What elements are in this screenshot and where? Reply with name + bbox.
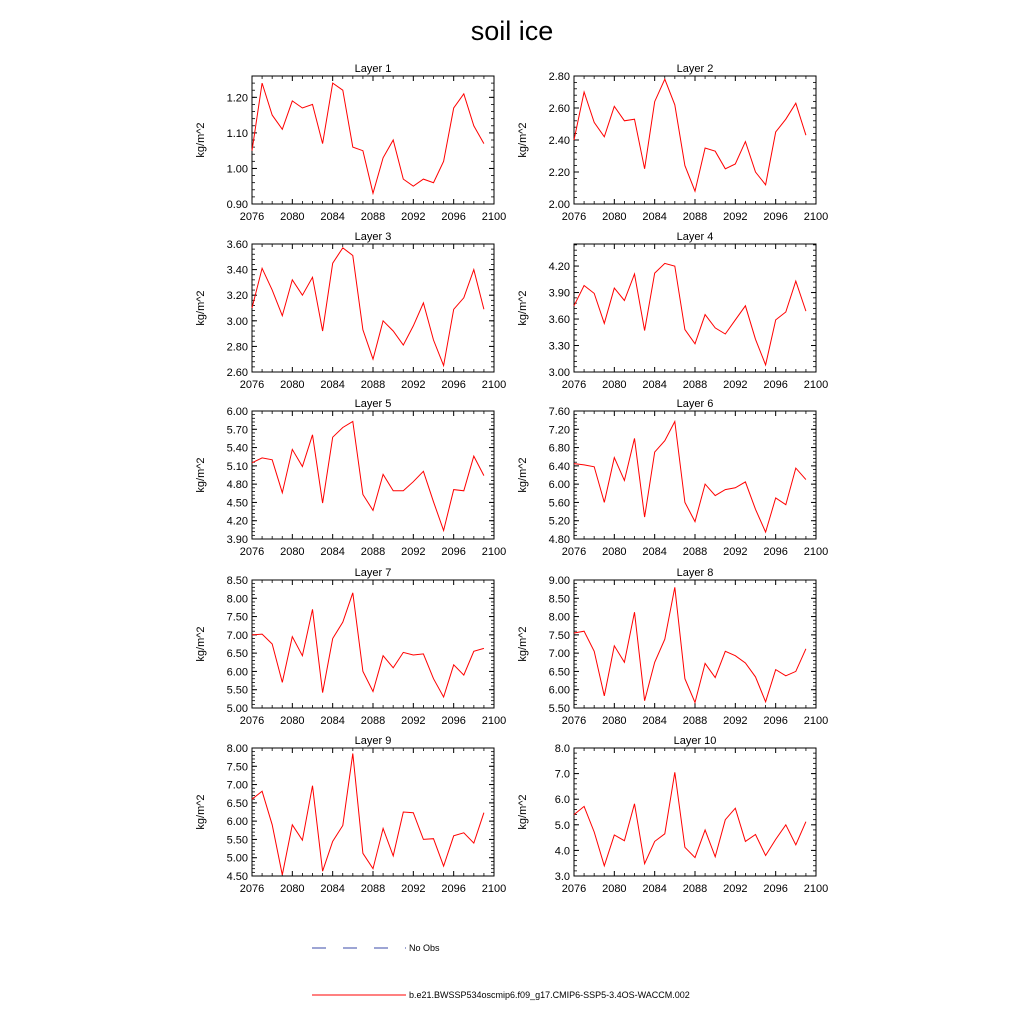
y-tick-label: 7.50 bbox=[226, 761, 248, 774]
y-axis-label: kg/m^2 bbox=[517, 626, 529, 662]
y-tick-label: 6.0 bbox=[554, 794, 570, 807]
legend-model-label: b.e21.BWSSP534oscmip6.f09_g17.CMIP6-SSP5-3.4OS-WACCM.002 bbox=[409, 990, 690, 1000]
y-tick-label: 3.90 bbox=[226, 534, 248, 546]
y-tick-label: 4.80 bbox=[548, 534, 570, 546]
x-tick-label: 2096 bbox=[441, 546, 466, 558]
x-tick-label: 2096 bbox=[763, 546, 788, 558]
plot-frame bbox=[574, 76, 816, 204]
y-tick-label: 6.80 bbox=[548, 442, 570, 455]
y-tick-label: 7.0 bbox=[554, 768, 570, 781]
x-tick-label: 2096 bbox=[763, 379, 788, 391]
x-tick-label: 2100 bbox=[803, 883, 829, 895]
y-tick-label: 5.20 bbox=[548, 515, 570, 528]
x-tick-label: 2076 bbox=[239, 379, 265, 391]
y-tick-label: 2.80 bbox=[226, 341, 248, 354]
panel-title: Layer 2 bbox=[676, 63, 714, 75]
y-tick-label: 5.50 bbox=[548, 703, 570, 715]
x-tick-label: 2100 bbox=[803, 211, 829, 223]
x-tick-label: 2080 bbox=[280, 546, 305, 558]
x-tick-label: 2076 bbox=[561, 379, 587, 391]
x-tick-label: 2100 bbox=[803, 715, 829, 727]
x-tick-label: 2088 bbox=[360, 211, 386, 223]
y-tick-label: 3.60 bbox=[226, 239, 248, 251]
y-tick-label: 3.0 bbox=[554, 871, 570, 883]
series-line bbox=[574, 79, 806, 191]
x-tick-label: 2080 bbox=[280, 883, 305, 895]
x-tick-label: 2096 bbox=[763, 211, 788, 223]
y-axis-label: kg/m^2 bbox=[195, 626, 207, 662]
y-tick-label: 5.10 bbox=[226, 460, 248, 473]
x-tick-label: 2100 bbox=[481, 883, 507, 895]
x-tick-label: 2096 bbox=[441, 715, 466, 727]
y-tick-label: 5.40 bbox=[226, 442, 248, 455]
x-tick-label: 2076 bbox=[561, 546, 587, 558]
panel-title: Layer 6 bbox=[676, 398, 714, 410]
x-tick-label: 2076 bbox=[239, 715, 265, 727]
y-axis-label: kg/m^2 bbox=[195, 290, 207, 326]
panel-title: Layer 8 bbox=[676, 567, 714, 579]
series-line bbox=[574, 587, 806, 702]
panel-layer-4 bbox=[517, 231, 828, 391]
y-tick-label: 7.50 bbox=[226, 611, 248, 624]
y-tick-label: 2.20 bbox=[548, 167, 570, 179]
x-tick-label: 2096 bbox=[763, 883, 788, 895]
y-tick-label: 8.50 bbox=[548, 593, 570, 606]
x-tick-label: 2076 bbox=[239, 211, 265, 223]
y-tick-label: 3.40 bbox=[226, 264, 248, 277]
x-tick-label: 2080 bbox=[602, 715, 627, 727]
panel-title: Layer 10 bbox=[673, 735, 717, 747]
panel-title: Layer 1 bbox=[354, 63, 392, 75]
x-tick-label: 2076 bbox=[561, 211, 587, 223]
plot-frame bbox=[252, 580, 494, 708]
x-tick-label: 2076 bbox=[239, 546, 265, 558]
y-tick-label: 8.00 bbox=[226, 743, 248, 755]
y-tick-label: 5.70 bbox=[226, 424, 248, 437]
y-tick-label: 2.60 bbox=[548, 103, 570, 115]
series-line bbox=[574, 422, 806, 533]
y-tick-label: 3.60 bbox=[548, 314, 570, 327]
x-tick-label: 2088 bbox=[682, 379, 708, 391]
y-tick-label: 7.00 bbox=[226, 629, 248, 642]
y-tick-label: 7.60 bbox=[548, 406, 570, 418]
y-tick-label: 6.00 bbox=[226, 666, 248, 679]
y-tick-label: 4.80 bbox=[226, 479, 248, 492]
y-tick-label: 6.00 bbox=[226, 816, 248, 829]
x-tick-label: 2092 bbox=[401, 715, 426, 727]
x-tick-label: 2088 bbox=[682, 546, 708, 558]
y-axis-label: kg/m^2 bbox=[195, 457, 207, 493]
x-tick-label: 2084 bbox=[320, 211, 345, 223]
x-tick-label: 2088 bbox=[360, 715, 386, 727]
panel-layer-1 bbox=[195, 63, 506, 223]
legend-obs-label: No Obs bbox=[409, 943, 440, 953]
series-line bbox=[252, 754, 484, 875]
y-tick-label: 1.20 bbox=[226, 92, 248, 105]
x-tick-label: 2092 bbox=[723, 715, 748, 727]
x-tick-label: 2092 bbox=[401, 379, 426, 391]
panel-layer-5 bbox=[195, 398, 506, 558]
y-axis-label: kg/m^2 bbox=[517, 794, 529, 830]
y-tick-label: 5.00 bbox=[226, 703, 248, 715]
x-tick-label: 2096 bbox=[441, 883, 466, 895]
x-tick-label: 2092 bbox=[723, 546, 748, 558]
y-tick-label: 5.0 bbox=[554, 819, 570, 832]
y-axis-label: kg/m^2 bbox=[517, 122, 529, 158]
x-tick-label: 2084 bbox=[642, 883, 667, 895]
x-tick-label: 2100 bbox=[481, 546, 507, 558]
x-tick-label: 2084 bbox=[642, 211, 667, 223]
x-tick-label: 2084 bbox=[320, 546, 345, 558]
x-tick-label: 2088 bbox=[682, 211, 708, 223]
x-tick-label: 2096 bbox=[763, 715, 788, 727]
y-tick-label: 8.0 bbox=[554, 743, 570, 755]
x-tick-label: 2088 bbox=[360, 883, 386, 895]
series-line bbox=[252, 593, 484, 697]
panel-layer-2 bbox=[517, 63, 828, 223]
plot-frame bbox=[252, 244, 494, 372]
plot-frame bbox=[574, 244, 816, 372]
y-tick-label: 3.20 bbox=[226, 290, 248, 303]
x-tick-label: 2092 bbox=[401, 211, 426, 223]
y-axis-label: kg/m^2 bbox=[517, 457, 529, 493]
y-axis-label: kg/m^2 bbox=[195, 122, 207, 158]
panel-layer-7 bbox=[195, 567, 506, 727]
panel-title: Layer 9 bbox=[354, 735, 392, 747]
x-tick-label: 2088 bbox=[682, 715, 708, 727]
x-tick-label: 2084 bbox=[320, 379, 345, 391]
panel-layer-3 bbox=[195, 231, 506, 391]
y-axis-label: kg/m^2 bbox=[517, 290, 529, 326]
series-line bbox=[252, 421, 484, 530]
x-tick-label: 2092 bbox=[723, 211, 748, 223]
y-tick-label: 5.50 bbox=[226, 684, 248, 697]
series-line bbox=[252, 83, 484, 193]
y-tick-label: 7.50 bbox=[548, 629, 570, 642]
page-title: soil ice bbox=[470, 16, 554, 46]
x-tick-label: 2076 bbox=[561, 883, 587, 895]
y-tick-label: 8.00 bbox=[548, 611, 570, 624]
y-tick-label: 6.00 bbox=[548, 479, 570, 492]
x-tick-label: 2076 bbox=[239, 883, 265, 895]
y-tick-label: 4.50 bbox=[226, 497, 248, 510]
plot-frame bbox=[252, 411, 494, 539]
series-line bbox=[574, 263, 806, 365]
x-tick-label: 2092 bbox=[723, 379, 748, 391]
x-tick-label: 2100 bbox=[481, 715, 507, 727]
x-tick-label: 2080 bbox=[602, 883, 627, 895]
y-tick-label: 4.50 bbox=[226, 871, 248, 883]
y-tick-label: 2.80 bbox=[548, 71, 570, 83]
x-tick-label: 2088 bbox=[360, 379, 386, 391]
y-tick-label: 2.00 bbox=[548, 199, 570, 211]
x-tick-label: 2092 bbox=[401, 546, 426, 558]
y-tick-label: 9.00 bbox=[548, 575, 570, 587]
x-tick-label: 2080 bbox=[280, 379, 305, 391]
panel-layer-10 bbox=[517, 735, 828, 895]
y-tick-label: 3.00 bbox=[548, 367, 570, 379]
x-tick-label: 2100 bbox=[481, 211, 507, 223]
y-tick-label: 1.00 bbox=[226, 163, 248, 176]
x-tick-label: 2092 bbox=[723, 883, 748, 895]
y-tick-label: 6.40 bbox=[548, 460, 570, 473]
y-tick-label: 1.10 bbox=[226, 127, 248, 140]
y-tick-label: 4.20 bbox=[548, 261, 570, 274]
x-tick-label: 2096 bbox=[441, 211, 466, 223]
y-tick-label: 3.90 bbox=[548, 287, 570, 300]
y-tick-label: 4.20 bbox=[226, 515, 248, 528]
x-tick-label: 2076 bbox=[561, 715, 587, 727]
y-tick-label: 5.50 bbox=[226, 834, 248, 847]
x-tick-label: 2080 bbox=[602, 546, 627, 558]
x-tick-label: 2080 bbox=[280, 715, 305, 727]
y-tick-label: 6.00 bbox=[226, 406, 248, 418]
y-tick-label: 8.00 bbox=[226, 593, 248, 606]
y-tick-label: 7.20 bbox=[548, 424, 570, 437]
panel-layer-6 bbox=[517, 398, 828, 558]
panel-title: Layer 7 bbox=[354, 567, 392, 579]
x-tick-label: 2100 bbox=[481, 379, 507, 391]
plot-frame bbox=[252, 748, 494, 876]
x-tick-label: 2084 bbox=[642, 379, 667, 391]
x-tick-label: 2092 bbox=[401, 883, 426, 895]
x-tick-label: 2084 bbox=[642, 715, 667, 727]
series-line bbox=[574, 772, 806, 866]
y-tick-label: 7.00 bbox=[226, 779, 248, 792]
y-axis-label: kg/m^2 bbox=[195, 794, 207, 830]
y-tick-label: 8.50 bbox=[226, 575, 248, 587]
x-tick-label: 2084 bbox=[642, 546, 667, 558]
panel-title: Layer 5 bbox=[354, 398, 392, 410]
panel-layer-8 bbox=[517, 567, 828, 727]
y-tick-label: 6.50 bbox=[226, 797, 248, 810]
x-tick-label: 2100 bbox=[803, 546, 829, 558]
series-line bbox=[252, 248, 484, 366]
y-tick-label: 6.00 bbox=[548, 684, 570, 697]
x-tick-label: 2080 bbox=[602, 211, 627, 223]
y-tick-label: 2.40 bbox=[548, 135, 570, 147]
panel-title: Layer 3 bbox=[354, 231, 392, 243]
x-tick-label: 2096 bbox=[441, 379, 466, 391]
panel-title: Layer 4 bbox=[676, 231, 714, 243]
x-tick-label: 2088 bbox=[682, 883, 708, 895]
plot-frame bbox=[252, 76, 494, 204]
panel-layer-9 bbox=[195, 735, 506, 895]
x-tick-label: 2084 bbox=[320, 883, 345, 895]
y-tick-label: 6.50 bbox=[226, 648, 248, 661]
x-tick-label: 2080 bbox=[602, 379, 627, 391]
y-tick-label: 5.60 bbox=[548, 497, 570, 510]
x-tick-label: 2084 bbox=[320, 715, 345, 727]
y-tick-label: 4.0 bbox=[554, 845, 570, 858]
y-tick-label: 7.00 bbox=[548, 648, 570, 661]
y-tick-label: 3.30 bbox=[548, 340, 570, 353]
plot-frame bbox=[574, 580, 816, 708]
x-tick-label: 2088 bbox=[360, 546, 386, 558]
y-tick-label: 3.00 bbox=[226, 315, 248, 328]
y-tick-label: 6.50 bbox=[548, 666, 570, 679]
y-tick-label: 5.00 bbox=[226, 852, 248, 865]
x-tick-label: 2080 bbox=[280, 211, 305, 223]
y-tick-label: 0.90 bbox=[226, 199, 248, 211]
y-tick-label: 2.60 bbox=[226, 367, 248, 379]
x-tick-label: 2100 bbox=[803, 379, 829, 391]
